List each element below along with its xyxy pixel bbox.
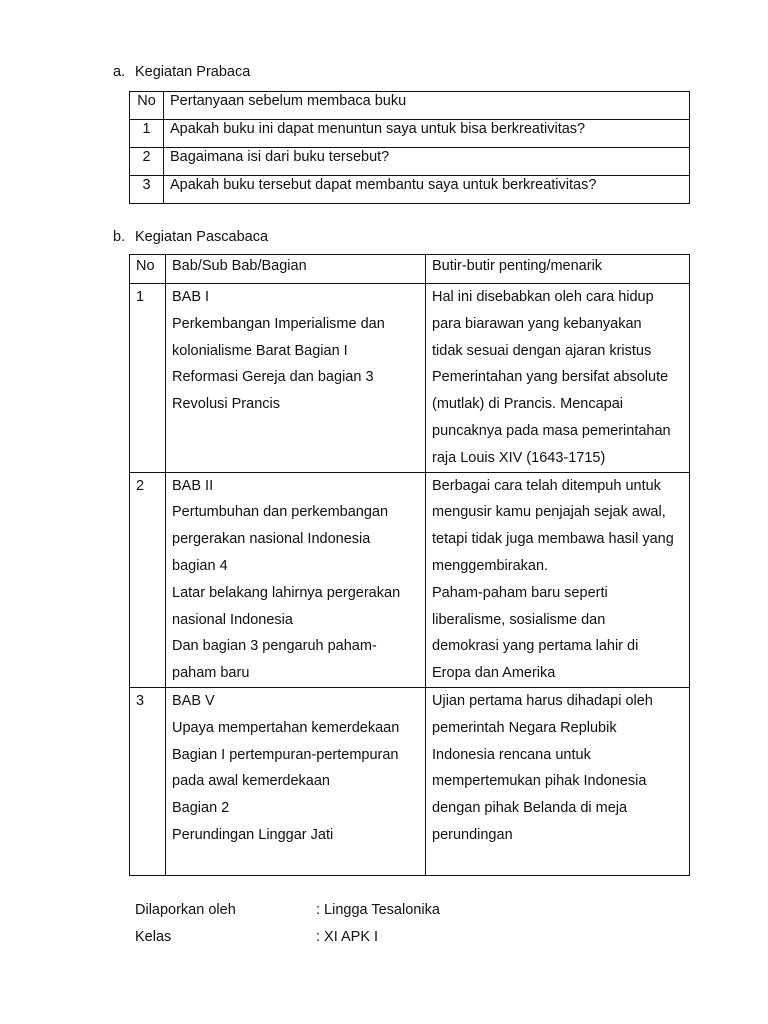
row-no: 1 <box>130 120 164 148</box>
bab-line: Perkembangan Imperialisme dan <box>172 315 385 332</box>
butir-line: Hal ini disebabkan oleh cara hidup <box>432 289 654 305</box>
table-row <box>130 176 690 204</box>
row-no: 2 <box>130 472 166 687</box>
butir-line: perundingan <box>432 826 513 843</box>
row-question: Bagaimana isi dari buku tersebut? <box>164 148 690 176</box>
table-row <box>130 284 690 473</box>
row-butir <box>426 284 690 473</box>
section-b-title: Kegiatan Pascabaca <box>135 229 269 245</box>
section-b-marker: b. <box>113 229 126 245</box>
butir-line: demokrasi yang pertama lahir di <box>432 638 639 655</box>
bab-line: paham baru <box>172 665 250 682</box>
row-question: Apakah buku ini dapat menuntun saya untuk bisa berkreativitas? <box>164 120 690 148</box>
reported-by-value: : Lingga Tesalonika <box>316 902 440 918</box>
reported-by-label: Dilaporkan oleh <box>135 902 236 918</box>
pascabaca-table <box>129 254 690 876</box>
butir-line: puncaknya pada masa pemerintahan <box>432 422 671 439</box>
butir-line: Pemerintahan yang bersifat absolute <box>432 369 669 386</box>
bab-line: Reformasi Gereja dan bagian 3 <box>172 369 374 386</box>
butir-line: Berbagai cara telah ditempuh untuk <box>432 477 661 494</box>
section-a-marker: a. <box>113 64 126 80</box>
bab-line: bagian 4 <box>172 557 228 574</box>
row-bab <box>166 472 426 687</box>
section-b-heading <box>113 228 268 246</box>
bab-line: Dan bagian 3 pengaruh paham- <box>172 638 377 655</box>
bab-line: Latar belakang lahirnya pergerakan <box>172 584 401 601</box>
butir-line: liberalisme, sosialisme dan <box>432 611 606 628</box>
butir-line: Paham-paham baru seperti <box>432 584 608 601</box>
header-butir: Butir-butir penting/menarik <box>426 255 690 284</box>
butir-line: pemerintah Negara Replubik <box>432 719 617 736</box>
bab-line: Pertumbuhan dan perkembangan <box>172 504 389 521</box>
butir-line: tetapi tidak juga membawa hasil yang <box>432 531 674 548</box>
section-a-heading <box>113 63 250 81</box>
header-bab: Bab/Sub Bab/Bagian <box>166 255 426 284</box>
row-butir <box>426 687 690 875</box>
butir-line: mengusir kamu penjajah sejak awal, <box>432 504 666 521</box>
butir-line: raja Louis XIV (1643-1715) <box>432 449 606 466</box>
row-no: 2 <box>130 148 164 176</box>
row-bab <box>166 687 426 875</box>
header-question: Pertanyaan sebelum membaca buku <box>164 92 690 120</box>
butir-line: Ujian pertama harus dihadapi oleh <box>432 692 653 709</box>
table-header-row <box>130 92 690 120</box>
row-no: 3 <box>130 176 164 204</box>
row-butir <box>426 472 690 687</box>
butir-line: tidak sesuai dengan ajaran kristus <box>432 342 652 359</box>
table-header-row <box>130 255 690 284</box>
bab-line: BAB II <box>172 477 214 494</box>
bab-line: Perundingan Linggar Jati <box>172 826 334 843</box>
bab-line: pada awal kemerdekaan <box>172 773 330 790</box>
row-no: 1 <box>130 284 166 473</box>
row-question: Apakah buku tersebut dapat membantu saya untuk berkreativitas? <box>164 176 690 204</box>
section-a-title: Kegiatan Prabaca <box>135 64 251 80</box>
class-value: : XI APK I <box>316 929 379 945</box>
table-row <box>130 472 690 687</box>
footer-class <box>135 927 379 947</box>
bab-line: Bagian I pertempuran-pertempuran <box>172 746 399 763</box>
bab-line: BAB V <box>172 692 215 709</box>
bab-line: pergerakan nasional Indonesia <box>172 531 371 548</box>
footer-reported-by <box>135 900 440 920</box>
bab-line: Revolusi Prancis <box>172 396 280 413</box>
butir-line: menggembirakan. <box>432 557 549 574</box>
header-no: No <box>130 255 166 284</box>
table-row <box>130 687 690 875</box>
bab-line: Bagian 2 <box>172 800 230 817</box>
butir-line: dengan pihak Belanda di meja <box>432 800 628 817</box>
table-row <box>130 148 690 176</box>
butir-line: mempertemukan pihak Indonesia <box>432 773 647 790</box>
header-no: No <box>130 92 164 120</box>
row-bab <box>166 284 426 473</box>
butir-line: Indonesia rencana untuk <box>432 746 591 763</box>
bab-line: Upaya mempertahan kemerdekaan <box>172 719 400 736</box>
prabaca-table <box>129 91 690 204</box>
butir-line: Eropa dan Amerika <box>432 665 556 682</box>
bab-line: kolonialisme Barat Bagian I <box>172 342 348 359</box>
table-row <box>130 120 690 148</box>
bab-line: BAB I <box>172 289 210 305</box>
bab-line: nasional Indonesia <box>172 611 293 628</box>
class-label: Kelas <box>135 929 172 945</box>
butir-line: (mutlak) di Prancis. Mencapai <box>432 396 623 413</box>
row-no: 3 <box>130 687 166 875</box>
butir-line: para biarawan yang kebanyakan <box>432 315 642 332</box>
